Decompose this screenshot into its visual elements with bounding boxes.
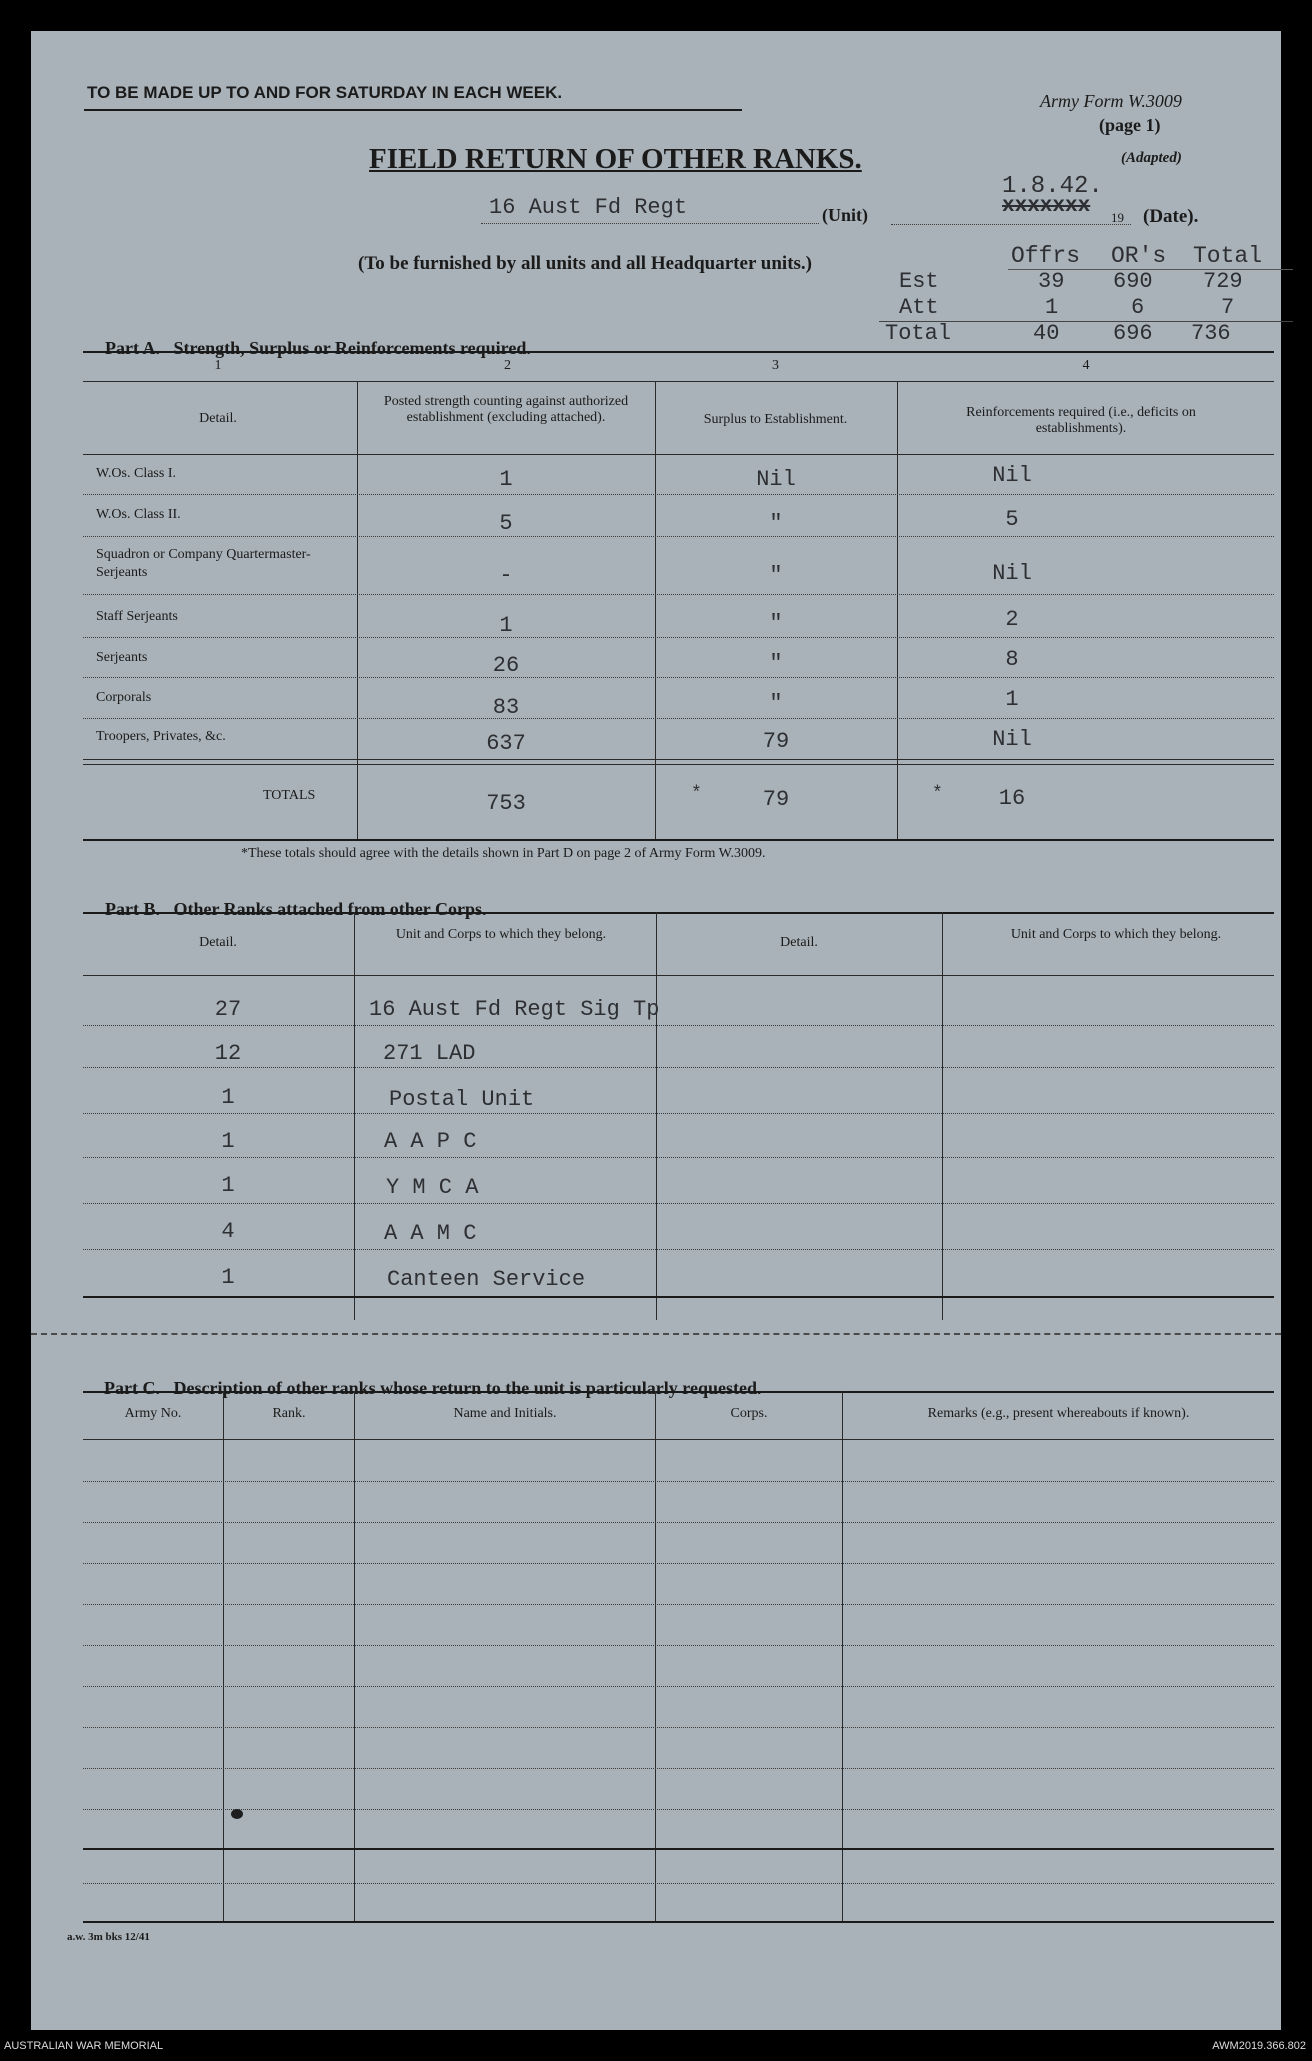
summary-att-ors: 6 [1131, 295, 1145, 320]
part-b-row-2-unit: 271 LAD [383, 1041, 476, 1066]
footer-left: AUSTRALIAN WAR MEMORIAL [4, 2040, 164, 2052]
part-a-row-5-reinf: 8 [1005, 647, 1019, 672]
part-a-row-4-posted: 1 [499, 613, 513, 638]
part-b-header-detail-2: Detail. [780, 935, 818, 950]
part-b-title: Part B. Other Ranks attached from other Corps. [105, 899, 487, 919]
part-a-row-6-surplus: " [769, 691, 783, 716]
part-a-totals-surplus-star: * [691, 784, 702, 804]
part-a-totals-reinf: 16 [998, 786, 1026, 811]
part-a-row-5-detail: Serjeants [96, 650, 148, 665]
part-a-row-3-posted: - [499, 563, 513, 588]
part-a-row-1-detail: W.Os. Class I. [96, 466, 176, 481]
summary-att-total: 7 [1221, 295, 1235, 320]
summary-total-label: Total [885, 321, 952, 346]
part-a-row-7-reinf: Nil [992, 727, 1032, 752]
part-b-row-2-detail: 12 [214, 1041, 242, 1066]
print-code: a.w. 3m bks 12/41 [67, 1931, 150, 1943]
part-a-footnote: *These totals should agree with the details shown in Part D on page 2 of Army Form W.3009. [241, 846, 766, 861]
part-c-header-name: Name and Initials. [453, 1406, 557, 1421]
part-b-row-1-detail: 27 [214, 997, 242, 1022]
part-b-row-7-unit: Canteen Service [387, 1267, 586, 1292]
part-a-row-2-posted: 5 [499, 511, 513, 536]
part-a-totals-label: TOTALS [263, 788, 316, 803]
part-b-header-unit-1: Unit and Corps to which they belong. [395, 927, 607, 942]
part-b-row-1-unit: 16 Aust Fd Regt Sig Tp [369, 997, 660, 1022]
part-b-row-6-unit: A A M C [384, 1221, 477, 1246]
part-a-row-6-reinf: 1 [1005, 687, 1019, 712]
form-title: FIELD RETURN OF OTHER RANKS. [369, 143, 862, 175]
part-a-row-3-reinf: Nil [992, 561, 1032, 586]
part-a-row-7-posted: 637 [486, 731, 526, 756]
part-a-row-6-detail: Corporals [96, 690, 152, 705]
summary-est-ors: 690 [1113, 269, 1153, 294]
part-a-totals-reinf-star: * [932, 784, 943, 804]
part-a-header-detail: Detail. [199, 411, 237, 426]
part-a-row-5-surplus: " [769, 651, 783, 676]
part-a-row-4-reinf: 2 [1005, 607, 1019, 632]
instruction-line: TO BE MADE UP TO AND FOR SATURDAY IN EACH WEEK. [87, 83, 563, 102]
part-a-row-7-surplus: 79 [762, 729, 790, 754]
punch-hole [231, 1809, 243, 1819]
part-b-row-3-detail: 1 [221, 1085, 235, 1110]
summary-est-label: Est [899, 269, 939, 294]
unit-value: 16 Aust Fd Regt [489, 195, 688, 220]
part-b-row-3-unit: Postal Unit [389, 1087, 535, 1112]
date-value: 1.8.42. [1002, 173, 1103, 200]
adapted-label: (Adapted) [1121, 150, 1182, 166]
part-b-header-unit-2: Unit and Corps to which they belong. [1010, 927, 1222, 942]
part-a-colnum-2: 2 [504, 358, 511, 373]
part-a-row-2-surplus: " [769, 511, 783, 536]
part-b-row-6-detail: 4 [221, 1219, 235, 1244]
footer-right: AWM2019.366.802 [1212, 2040, 1306, 2052]
part-a-row-3-surplus: " [769, 563, 783, 588]
summary-total-offrs: 40 [1033, 321, 1060, 346]
part-a-header-surplus: Surplus to Establishment. [703, 412, 848, 427]
part-b-row-5-unit: Y M C A [386, 1175, 479, 1200]
summary-header-ors: OR's [1111, 243, 1167, 269]
form-sheet [31, 31, 1281, 2030]
part-a-row-7-detail: Troopers, Privates, &c. [96, 729, 226, 744]
part-a-row-1-reinf: Nil [992, 463, 1032, 488]
unit-label: (Unit) [822, 205, 868, 225]
part-c-title: Part C. Description of other ranks whose return to the unit is particularly requested. [104, 1378, 762, 1398]
part-c-header-rank: Rank. [272, 1406, 306, 1421]
part-c-header-army-no: Army No. [124, 1406, 182, 1421]
part-a-row-1-posted: 1 [499, 467, 513, 492]
part-b-row-4-detail: 1 [221, 1129, 235, 1154]
part-b-row-7-detail: 1 [221, 1265, 235, 1290]
part-a-row-3-detail: Squadron or Company Quartermaster-Serjeants [96, 547, 311, 580]
summary-total-ors: 696 [1113, 321, 1153, 346]
part-a-row-4-surplus: " [769, 611, 783, 636]
part-a-row-2-reinf: 5 [1005, 507, 1019, 532]
part-a-title: Part A. Strength, Surplus or Reinforcements required. [105, 338, 531, 358]
part-a-row-6-posted: 83 [492, 695, 520, 720]
page-label: (page 1) [1099, 115, 1161, 135]
summary-est-offrs: 39 [1038, 269, 1065, 294]
summary-att-label: Att [899, 295, 939, 320]
form-name: Army Form W.3009 [1040, 91, 1182, 111]
summary-header-total: Total [1193, 243, 1263, 269]
summary-total-total: 736 [1191, 321, 1231, 346]
date-struck: xxxxxxx [1002, 195, 1091, 218]
summary-est-total: 729 [1203, 269, 1243, 294]
part-b-row-5-detail: 1 [221, 1173, 235, 1198]
part-a-totals-surplus: 79 [762, 787, 790, 812]
part-c-header-remarks: Remarks (e.g., present whereabouts if known). [927, 1406, 1190, 1421]
part-a-colnum-4: 4 [1082, 358, 1090, 373]
part-a-row-1-surplus: Nil [756, 467, 796, 492]
part-a-header-reinf: Reinforcements required (i.e., deficits on establishments). [966, 405, 1196, 436]
part-b-header-detail-1: Detail. [199, 935, 237, 950]
furnished-note: (To be furnished by all units and all Headquarter units.) [358, 253, 812, 274]
part-a-row-5-posted: 26 [492, 653, 520, 678]
part-a-row-2-detail: W.Os. Class II. [96, 507, 181, 522]
summary-att-offrs: 1 [1045, 295, 1059, 320]
part-a-colnum-3: 3 [772, 358, 779, 373]
date-year: 19 [1111, 210, 1124, 225]
part-a-row-4-detail: Staff Serjeants [96, 609, 178, 624]
perforation-line [31, 1333, 1281, 1335]
part-a-header-posted: Posted strength counting against authorized establishment (excluding attached). [383, 394, 629, 425]
summary-header-offrs: Offrs [1011, 243, 1081, 269]
part-a-totals-posted: 753 [486, 791, 526, 816]
part-b-row-4-unit: A A P C [384, 1129, 477, 1154]
date-label: (Date). [1143, 206, 1199, 227]
part-c-header-corps: Corps. [730, 1406, 768, 1421]
part-a-colnum-1: 1 [214, 358, 222, 373]
